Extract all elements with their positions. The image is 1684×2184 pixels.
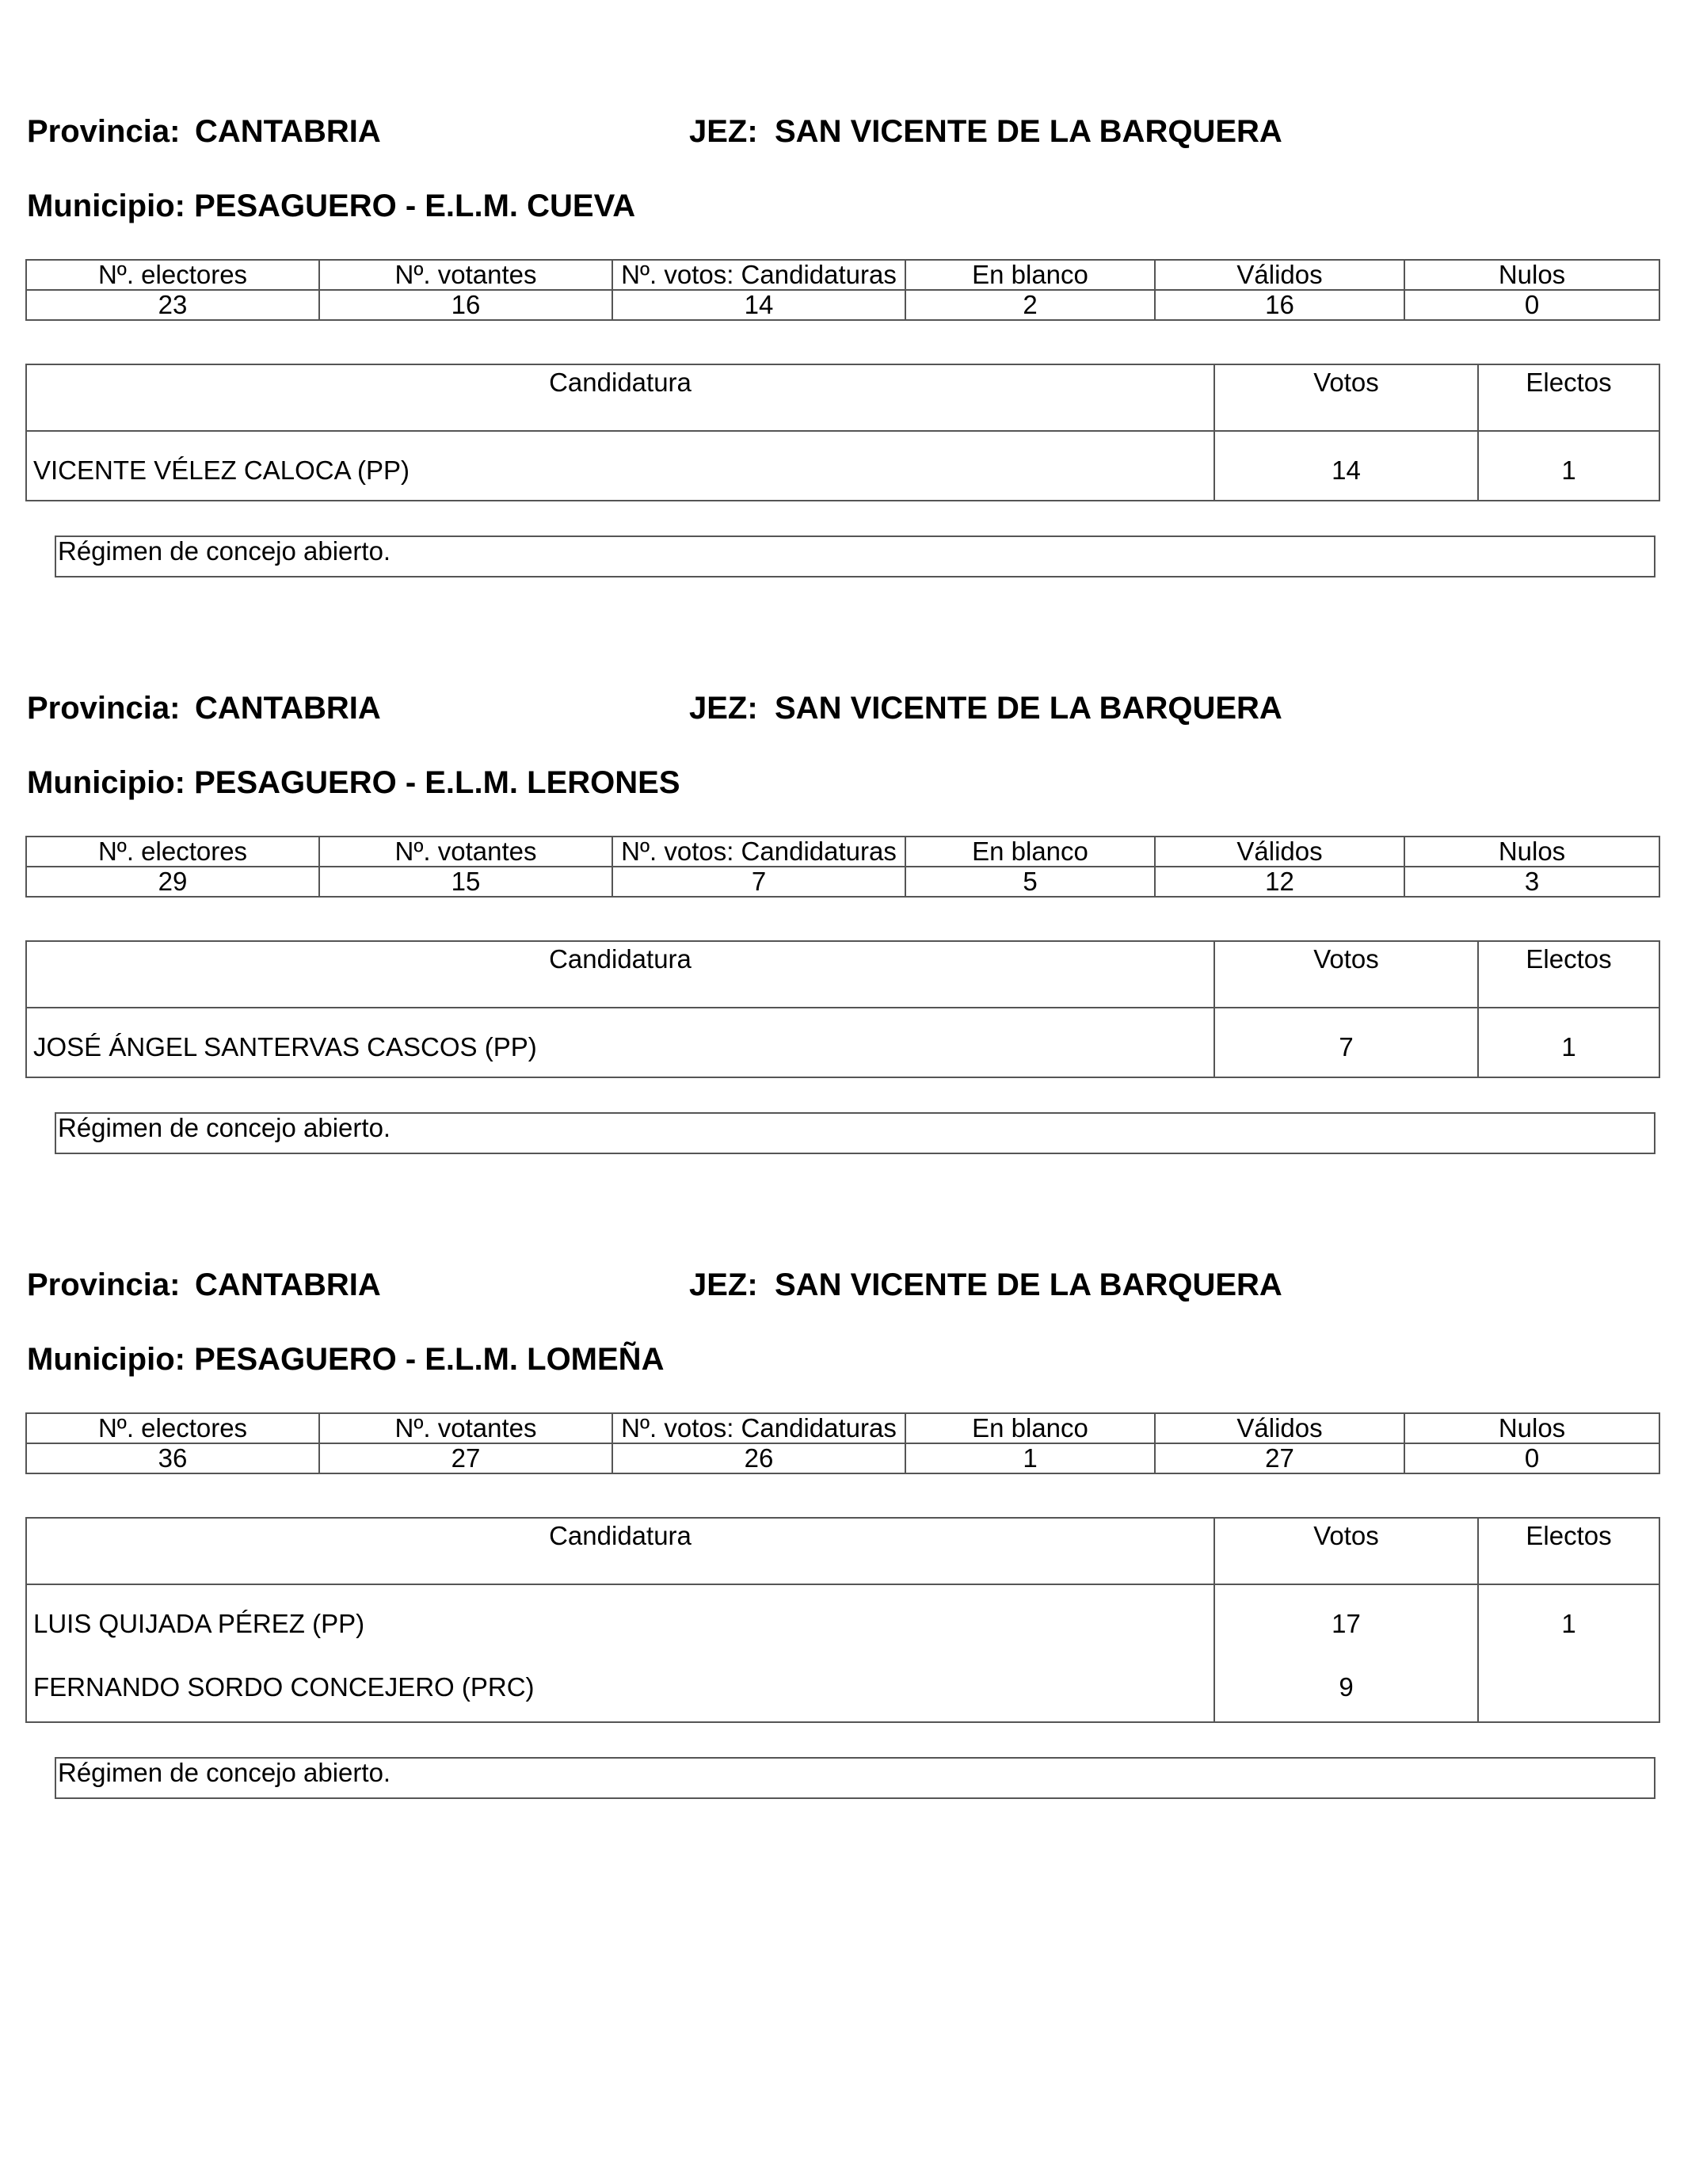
candidate-name: VICENTE VÉLEZ CALOCA (PP) [26,431,1214,501]
electos-header: Electos [1478,1518,1659,1584]
stats-value-validos: 27 [1155,1443,1404,1473]
jez-label: JEZ: [689,1267,758,1302]
municipio-label: Municipio: [27,1342,185,1377]
stats-header-nulos: Nulos [1404,1413,1659,1443]
municipio-value: PESAGUERO - E.L.M. LERONES [194,765,680,800]
stats-header-row [26,1413,1659,1443]
candidate-votes: 7 [1214,1008,1478,1077]
candidate-name: LUIS QUIJADA PÉREZ (PP) [26,1584,1214,1653]
stats-header-en-blanco: En blanco [905,1413,1155,1443]
candidate-electos [1478,1653,1659,1722]
stats-value-electores: 29 [26,867,319,897]
regime-note: Régimen de concejo abierto. [55,1757,1655,1799]
votos-header: Votos [1214,364,1478,431]
stats-value-validos: 12 [1155,867,1404,897]
stats-header-validos: Válidos [1155,260,1404,290]
stats-value-electores: 23 [26,290,319,320]
municipio-value: PESAGUERO - E.L.M. LOMEÑA [194,1342,665,1377]
stats-value-validos: 16 [1155,290,1404,320]
candidate-votes: 9 [1214,1653,1478,1722]
municipio-label: Municipio: [27,189,185,223]
stats-header-electores: Nº. electores [26,260,319,290]
stats-value-nulos: 0 [1404,290,1659,320]
stats-header-validos: Válidos [1155,1413,1404,1443]
candidates-table [25,1517,1660,1723]
result-section-lerones [25,577,1659,1142]
stats-value-votos-candidaturas: 14 [612,290,905,320]
municipio-value: PESAGUERO - E.L.M. CUEVA [194,189,636,223]
stats-header-row [26,837,1659,867]
candidate-row [26,431,1659,501]
candidatura-header: Candidatura [26,941,1214,1008]
stats-value-row [26,867,1659,897]
stats-header-votos-candidaturas: Nº. votos: Candidaturas [612,260,905,290]
result-section-lomena [25,1153,1659,1787]
stats-value-en-blanco: 5 [905,867,1155,897]
municipio-line [27,187,635,225]
provincia-value: CANTABRIA [195,691,381,726]
result-section-cueva [25,0,1659,566]
stats-header-nulos: Nulos [1404,837,1659,867]
stats-value-en-blanco: 1 [905,1443,1155,1473]
candidate-electos: 1 [1478,1584,1659,1653]
municipio-label: Municipio: [27,765,185,800]
candidate-row [26,1653,1659,1722]
provincia-label: Provincia: [27,691,181,726]
stats-header-validos: Válidos [1155,837,1404,867]
jez-label: JEZ: [689,114,758,149]
stats-value-en-blanco: 2 [905,290,1155,320]
candidatura-header: Candidatura [26,364,1214,431]
candidate-votes: 14 [1214,431,1478,501]
stats-header-votos-candidaturas: Nº. votos: Candidaturas [612,837,905,867]
stats-header-votantes: Nº. votantes [319,837,612,867]
stats-header-electores: Nº. electores [26,837,319,867]
votos-header: Votos [1214,941,1478,1008]
jez-value: SAN VICENTE DE LA BARQUERA [775,1267,1282,1302]
candidate-row [26,1584,1659,1653]
provincia-value: CANTABRIA [195,114,381,149]
stats-header-votos-candidaturas: Nº. votos: Candidaturas [612,1413,905,1443]
jez-value: SAN VICENTE DE LA BARQUERA [775,691,1282,726]
candidate-name: FERNANDO SORDO CONCEJERO (PRC) [26,1653,1214,1722]
candidates-header-row [26,364,1659,431]
stats-value-votos-candidaturas: 7 [612,867,905,897]
stats-value-votantes: 15 [319,867,612,897]
regime-note: Régimen de concejo abierto. [55,1112,1655,1154]
stats-value-votantes: 27 [319,1443,612,1473]
provincia-label: Provincia: [27,114,181,149]
stats-header-votantes: Nº. votantes [319,1413,612,1443]
stats-value-electores: 36 [26,1443,319,1473]
electos-header: Electos [1478,941,1659,1008]
candidates-header-row [26,941,1659,1008]
candidates-table [25,364,1660,501]
candidate-name: JOSÉ ÁNGEL SANTERVAS CASCOS (PP) [26,1008,1214,1077]
candidate-electos: 1 [1478,431,1659,501]
candidatura-header: Candidatura [26,1518,1214,1584]
municipio-line [27,1340,664,1378]
candidate-electos: 1 [1478,1008,1659,1077]
stats-header-row [26,260,1659,290]
stats-table [25,259,1660,321]
stats-table [25,1412,1660,1474]
stats-value-votantes: 16 [319,290,612,320]
stats-header-en-blanco: En blanco [905,837,1155,867]
stats-header-electores: Nº. electores [26,1413,319,1443]
jez-value: SAN VICENTE DE LA BARQUERA [775,114,1282,149]
stats-header-votantes: Nº. votantes [319,260,612,290]
stats-value-votos-candidaturas: 26 [612,1443,905,1473]
jez-label: JEZ: [689,691,758,726]
candidates-table [25,940,1660,1078]
candidates-header-row [26,1518,1659,1584]
stats-value-nulos: 3 [1404,867,1659,897]
stats-table [25,836,1660,898]
provincia-value: CANTABRIA [195,1267,381,1302]
votos-header: Votos [1214,1518,1478,1584]
stats-header-nulos: Nulos [1404,260,1659,290]
stats-value-row [26,290,1659,320]
stats-header-en-blanco: En blanco [905,260,1155,290]
candidate-votes: 17 [1214,1584,1478,1653]
regime-note: Régimen de concejo abierto. [55,536,1655,577]
provincia-label: Provincia: [27,1267,181,1302]
candidate-row [26,1008,1659,1077]
electos-header: Electos [1478,364,1659,431]
stats-value-nulos: 0 [1404,1443,1659,1473]
stats-value-row [26,1443,1659,1473]
municipio-line [27,764,680,802]
